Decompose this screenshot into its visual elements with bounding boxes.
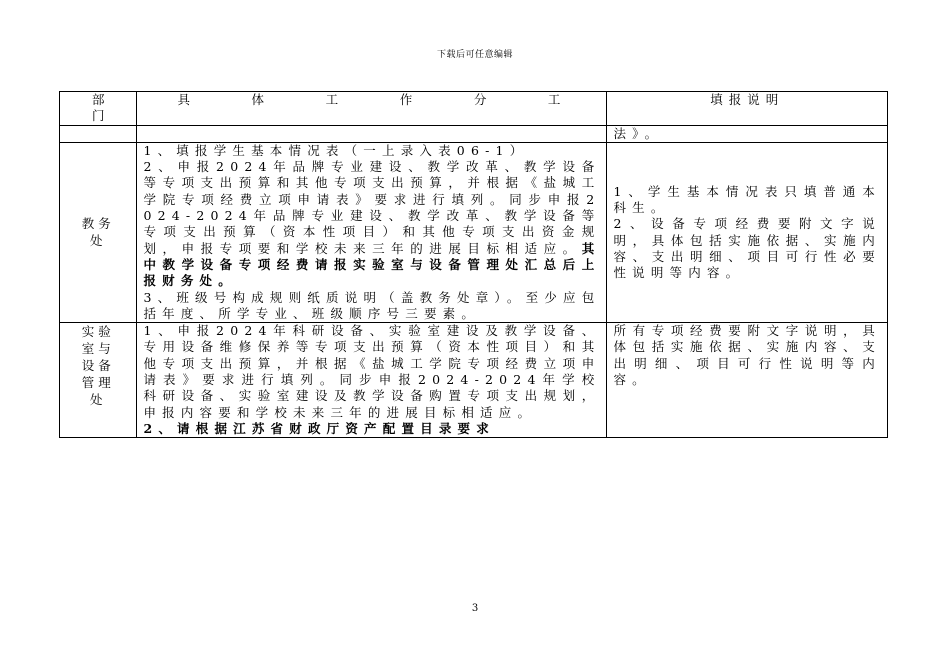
header-work-char: 具	[177, 92, 190, 107]
work-item-emphasis: 其中教学设备专项经费请报实验室与设备管理处汇总后上报财务处。	[143, 240, 601, 289]
note-item: 1、学生基本情况表只填普通本科生。	[613, 183, 881, 215]
work-item: 1、填报学生基本情况表（一上录入表06-1）	[143, 142, 529, 158]
continuation-dept-cell	[60, 125, 137, 142]
continuation-note-cell: 法》。	[607, 125, 888, 142]
table-row	[60, 125, 888, 142]
header-work-char: 作	[399, 92, 413, 107]
header-dept	[60, 92, 137, 126]
header-work-char: 工	[547, 92, 561, 107]
note-item: 2、设备专项经费要附文字说明，具体包括实施依据、实施内容、支出明细、项目可行性必要性说明等内容。	[613, 216, 881, 281]
header-work	[137, 92, 607, 126]
table-header-row	[60, 92, 888, 126]
dept-name: 教务处	[81, 216, 115, 248]
dept-cell-shiyan	[60, 323, 137, 438]
dept-cell-jiaowu	[60, 142, 137, 322]
work-division-table	[59, 91, 888, 438]
work-item-emphasis: 2、请根据江苏省财政厅资产配置目录要求	[143, 420, 495, 436]
header-note: 填报说明	[607, 92, 888, 126]
work-item: 2、申报2024年品牌专业建设、教学改革、教学设备等专项支出预算和其他专项支出预算，并根据《盐城工学院专项经费立项申请表》要求进行填列。同步申报2024-2024年品牌专业建设、教学改革、教学设备等专项支出预算（资本性项目）和其他专项支出资金规划，申报专项要和学校未来三年的进展目标相适应。其中教学设备专项经费请报实验室与设备管理处汇总后上报财务处。	[143, 159, 601, 289]
header-dept-label: 部门	[91, 92, 105, 124]
work-cell-shiyan	[137, 323, 607, 438]
header-work-char: 工	[325, 92, 339, 107]
note-cell-shiyan: 所有专项经费要附文字说明，具体包括实施依据、实施内容、支出明细、项目可行性说明等内容。	[607, 323, 888, 438]
table-row	[60, 142, 888, 322]
continuation-work-cell	[137, 125, 607, 142]
note-cell-jiaowu	[607, 142, 888, 322]
dept-name: 实验室与设备管理处	[81, 324, 115, 408]
work-item: 1、申报2024年科研设备、实验室建设及教学设备、专用设备维修保养等专项支出预算（资本性项目）和其他专项支出预算，并根据《盐城工学院专项经费立项申请表》要求进行填列。同步申报2024-2024年学校科研设备、实验室建设及教学设备购置专项支出规划，申报内容要和学校未来三年的进展目标相适应。	[143, 323, 601, 420]
header-work-char: 分	[473, 92, 487, 107]
header-work-char: 体	[251, 92, 265, 107]
work-item: 3、班级号构成规则纸质说明（盖教务处章）。至少应包括年度、所学专业、班级顺序号三要素。	[143, 289, 601, 321]
table-row	[60, 323, 888, 438]
work-cell-jiaowu	[137, 142, 607, 322]
page-number: 3	[471, 603, 479, 614]
header-watermark: 下载后可任意编辑	[436, 50, 513, 60]
